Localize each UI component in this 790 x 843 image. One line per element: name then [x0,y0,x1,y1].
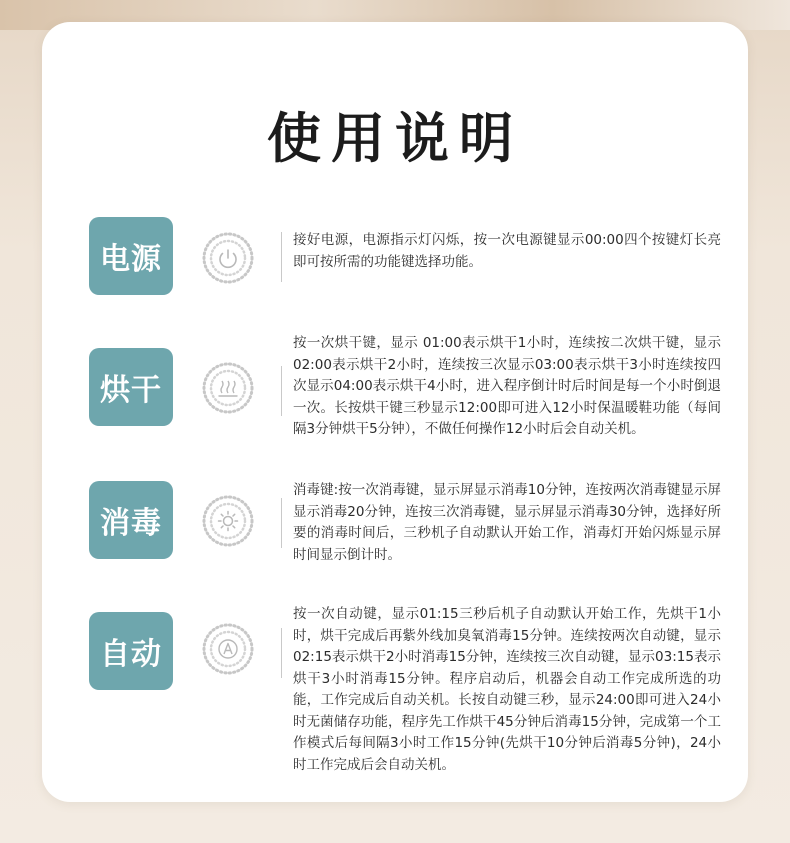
tag-auto: 自动 [89,612,173,690]
row-divider [281,232,282,282]
row-divider [281,366,282,416]
tag-dry: 烘干 [89,348,173,426]
description-auto: 按一次自动键，显示01:15三秒后机子自动默认开始工作，先烘干1小时，烘干完成后再紫外线加臭氧消毒15分钟。连续按两次自动键，显示02:15表示烘干2小时消毒15分钟，连续按三次自动键，显示03:15表示烘干3小时消毒15分钟。程序启动后，机器会自动工作完成所选的功能，工作完成后自动关机。长按自动键三秒，显示24:00即可进入24小时无菌储存功能，程序先工作烘干45分钟后消毒15分钟，完成第一个工作模式后每间隔3小时工作15分钟(先烘干10分钟后消毒5分钟)，24小时工作完成后会自动关机。 [293,606,721,773]
description-power: 接好电源，电源指示灯闪烁，按一次电源键显示00:00四个按键灯长亮即可按所需的功能键选择功能。 [293,232,721,270]
description-dry: 按一次烘干键，显示 01:00表示烘干1小时，连续按二次烘干键，显示02:00表示烘干2小时，连续按三次显示03:00表示烘干3小时连续按四次显示04:00表示烘干4小时，进入程序倒计时后时间是每一个小时倒退一次。长按烘干键三秒显示12:00即可进入12小时保温暖鞋功能（每间隔3分钟烘干5分钟），不做任何操作12小时后会自动关机。 [293,335,721,437]
power-icon [201,231,255,285]
sun-icon [201,494,255,548]
tag-power: 电源 [89,217,173,295]
tag-disinfect: 消毒 [89,481,173,559]
auto-a-icon [201,622,255,676]
heat-waves-icon [201,361,255,415]
row-divider [281,498,282,548]
description-disinfect: 消毒键:按一次消毒键，显示屏显示消毒10分钟，连按两次消毒键显示屏显示消毒20分钟，连按三次消毒键，显示屏显示消毒30分钟，选择好所要的消毒时间后，三秒机子自动默认开始工作，消毒灯开始闪烁显示屏时间显示倒计时。 [293,482,721,563]
page-title: 使用说明 [267,107,523,170]
row-divider [281,628,282,678]
